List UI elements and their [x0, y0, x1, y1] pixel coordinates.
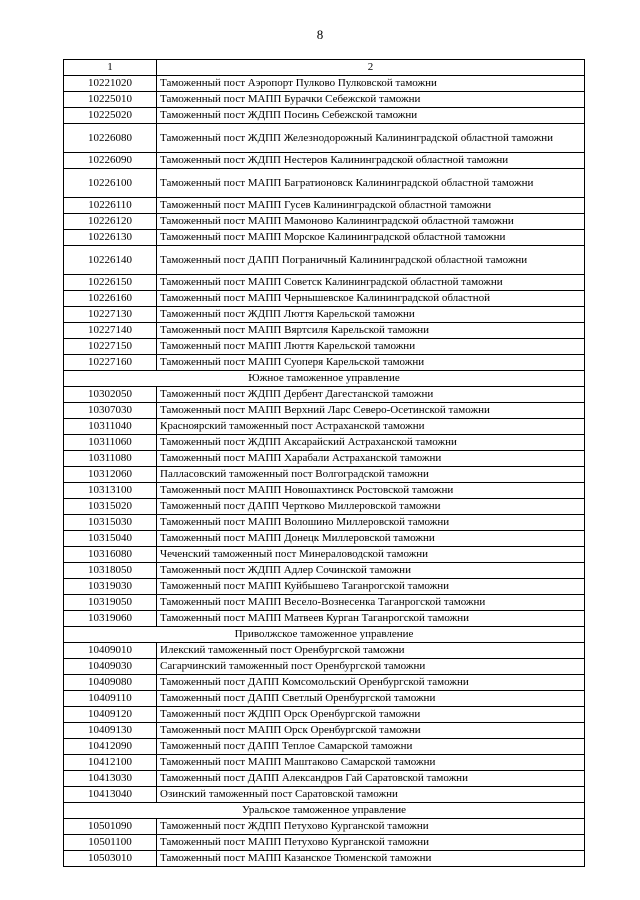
post-code: 10412100: [64, 755, 157, 771]
post-name: Сагарчинский таможенный пост Оренбургской таможни: [157, 659, 585, 675]
table-row: [64, 339, 585, 355]
table-row: [64, 307, 585, 323]
post-code: 10409030: [64, 659, 157, 675]
post-code: 10307030: [64, 403, 157, 419]
post-code: 10227150: [64, 339, 157, 355]
table-row: [64, 198, 585, 214]
table-row: [64, 659, 585, 675]
post-code: 10409130: [64, 723, 157, 739]
post-name: Таможенный пост МАПП Люття Карельской таможни: [157, 339, 585, 355]
post-code: 10311080: [64, 451, 157, 467]
table-row: [64, 515, 585, 531]
table-row: [64, 467, 585, 483]
post-name: Илекский таможенный пост Оренбургской таможни: [157, 643, 585, 659]
customs-posts-table: [63, 59, 585, 867]
post-name: Таможенный пост МАПП Харабали Астраханской таможни: [157, 451, 585, 467]
table-row: [64, 124, 585, 153]
table-row: [64, 611, 585, 627]
post-code: 10225010: [64, 92, 157, 108]
post-code: 10226120: [64, 214, 157, 230]
column-header-code: 1: [64, 60, 157, 76]
table-header-row: [64, 60, 585, 76]
post-code: 10227160: [64, 355, 157, 371]
table-row: [64, 691, 585, 707]
post-code: 10227140: [64, 323, 157, 339]
table-row: [64, 595, 585, 611]
post-name: Таможенный пост МАПП Чернышевское Калининградской областной: [157, 291, 585, 307]
post-name: Таможенный пост ДАПП Чертково Миллеровской таможни: [157, 499, 585, 515]
section-row: [64, 627, 585, 643]
table-row: [64, 707, 585, 723]
post-name: Таможенный пост МАПП Матвеев Курган Таганрогской таможни: [157, 611, 585, 627]
table-row: [64, 403, 585, 419]
post-name: Таможенный пост ЖДПП Нестеров Калининградской областной таможни: [157, 153, 585, 169]
post-name: Таможенный пост МАПП Верхний Ларс Северо-Осетинской таможни: [157, 403, 585, 419]
post-name: Таможенный пост ДАПП Комсомольский Оренбургской таможни: [157, 675, 585, 691]
post-name: Таможенный пост Аэропорт Пулково Пулковской таможни: [157, 76, 585, 92]
post-name: Красноярский таможенный пост Астраханской таможни: [157, 419, 585, 435]
post-code: 10226090: [64, 153, 157, 169]
post-name: Палласовский таможенный пост Волгоградской таможни: [157, 467, 585, 483]
table-row: [64, 723, 585, 739]
post-name: Таможенный пост МАПП Бурачки Себежской таможни: [157, 92, 585, 108]
post-name: Таможенный пост МАПП Морское Калининградской областной таможни: [157, 230, 585, 246]
post-code: 10409010: [64, 643, 157, 659]
post-code: 10319050: [64, 595, 157, 611]
post-name: Таможенный пост МАПП Волошино Миллеровской таможни: [157, 515, 585, 531]
post-name: Озинский таможенный пост Саратовской таможни: [157, 787, 585, 803]
table-row: [64, 169, 585, 198]
post-name: Таможенный пост МАПП Мамоново Калининградской областной таможни: [157, 214, 585, 230]
post-name: Таможенный пост ЖДПП Железнодорожный Калининградской областной таможни: [157, 124, 585, 153]
post-code: 10225020: [64, 108, 157, 124]
post-code: 10413040: [64, 787, 157, 803]
post-name: Таможенный пост МАПП Советск Калининградской областной таможни: [157, 275, 585, 291]
post-code: 10503010: [64, 851, 157, 867]
post-code: 10316080: [64, 547, 157, 563]
post-code: 10313100: [64, 483, 157, 499]
post-code: 10226140: [64, 246, 157, 275]
table-row: [64, 355, 585, 371]
section-row: [64, 803, 585, 819]
table-row: [64, 323, 585, 339]
post-name: Таможенный пост ДАПП Александров Гай Саратовской таможни: [157, 771, 585, 787]
table-row: [64, 547, 585, 563]
post-name: Таможенный пост МАПП Новошахтинск Ростовской таможни: [157, 483, 585, 499]
post-name: Таможенный пост ЖДПП Люття Карельской таможни: [157, 307, 585, 323]
table-row: [64, 483, 585, 499]
post-code: 10501100: [64, 835, 157, 851]
post-code: 10221020: [64, 76, 157, 92]
post-name: Таможенный пост ДАПП Теплое Самарской таможни: [157, 739, 585, 755]
post-name: Таможенный пост МАПП Маштаково Самарской таможни: [157, 755, 585, 771]
post-code: 10501090: [64, 819, 157, 835]
post-name: Таможенный пост ДАПП Пограничный Калининградской областной таможни: [157, 246, 585, 275]
table-row: [64, 755, 585, 771]
section-row: [64, 371, 585, 387]
table-row: [64, 387, 585, 403]
table-row: [64, 419, 585, 435]
post-name: Таможенный пост ЖДПП Аксарайский Астраханской таможни: [157, 435, 585, 451]
post-name: Таможенный пост МАПП Гусев Калининградской областной таможни: [157, 198, 585, 214]
post-code: 10409120: [64, 707, 157, 723]
table-row: [64, 435, 585, 451]
table-row: [64, 851, 585, 867]
post-code: 10409080: [64, 675, 157, 691]
post-name: Таможенный пост МАПП Казанское Тюменской таможни: [157, 851, 585, 867]
post-name: Таможенный пост МАПП Петухово Курганской таможни: [157, 835, 585, 851]
table-row: [64, 76, 585, 92]
table-row: [64, 739, 585, 755]
table-row: [64, 771, 585, 787]
post-code: 10319060: [64, 611, 157, 627]
table-row: [64, 451, 585, 467]
table-row: [64, 153, 585, 169]
post-code: 10315040: [64, 531, 157, 547]
post-name: Таможенный пост ДАПП Светлый Оренбургской таможни: [157, 691, 585, 707]
post-code: 10226110: [64, 198, 157, 214]
post-code: 10311060: [64, 435, 157, 451]
post-code: 10413030: [64, 771, 157, 787]
post-code: 10319030: [64, 579, 157, 595]
post-code: 10226130: [64, 230, 157, 246]
post-code: 10409110: [64, 691, 157, 707]
table-row: [64, 835, 585, 851]
table-row: [64, 214, 585, 230]
post-code: 10226150: [64, 275, 157, 291]
table-row: [64, 92, 585, 108]
post-name: Таможенный пост МАПП Весело-Вознесенка Таганрогской таможни: [157, 595, 585, 611]
post-code: 10226080: [64, 124, 157, 153]
table-body: [64, 76, 585, 867]
table-row: [64, 275, 585, 291]
table-row: [64, 579, 585, 595]
post-name: Таможенный пост ЖДПП Посинь Себежской таможни: [157, 108, 585, 124]
section-heading: Уральское таможенное управление: [64, 803, 585, 819]
table-row: [64, 499, 585, 515]
table-row: [64, 531, 585, 547]
post-code: 10312060: [64, 467, 157, 483]
table-row: [64, 787, 585, 803]
post-name: Таможенный пост МАПП Донецк Миллеровской таможни: [157, 531, 585, 547]
post-name: Таможенный пост ЖДПП Адлер Сочинской таможни: [157, 563, 585, 579]
table-row: [64, 675, 585, 691]
post-code: 10311040: [64, 419, 157, 435]
post-name: Таможенный пост ЖДПП Дербент Дагестанской таможни: [157, 387, 585, 403]
post-code: 10412090: [64, 739, 157, 755]
post-code: 10315020: [64, 499, 157, 515]
post-code: 10315030: [64, 515, 157, 531]
post-code: 10226160: [64, 291, 157, 307]
post-name: Таможенный пост МАПП Орск Оренбургской таможни: [157, 723, 585, 739]
section-heading: Южное таможенное управление: [64, 371, 585, 387]
post-name: Таможенный пост МАПП Багратионовск Калининградской областной таможни: [157, 169, 585, 198]
post-name: Таможенный пост ЖДПП Орск Оренбургской таможни: [157, 707, 585, 723]
table-row: [64, 563, 585, 579]
post-name: Таможенный пост МАПП Вяртсиля Карельской таможни: [157, 323, 585, 339]
table-row: [64, 246, 585, 275]
post-name: Таможенный пост ЖДПП Петухово Курганской таможни: [157, 819, 585, 835]
section-heading: Приволжское таможенное управление: [64, 627, 585, 643]
post-code: 10226100: [64, 169, 157, 198]
table-row: [64, 819, 585, 835]
post-name: Таможенный пост МАПП Суоперя Карельской таможни: [157, 355, 585, 371]
post-name: Таможенный пост МАПП Куйбышево Таганрогской таможни: [157, 579, 585, 595]
post-code: 10318050: [64, 563, 157, 579]
post-code: 10227130: [64, 307, 157, 323]
table-row: [64, 643, 585, 659]
table-row: [64, 291, 585, 307]
column-header-name: 2: [157, 60, 585, 76]
post-name: Чеченский таможенный пост Минераловодской таможни: [157, 547, 585, 563]
post-code: 10302050: [64, 387, 157, 403]
table-row: [64, 230, 585, 246]
table-row: [64, 108, 585, 124]
page-number: 8: [316, 27, 324, 42]
